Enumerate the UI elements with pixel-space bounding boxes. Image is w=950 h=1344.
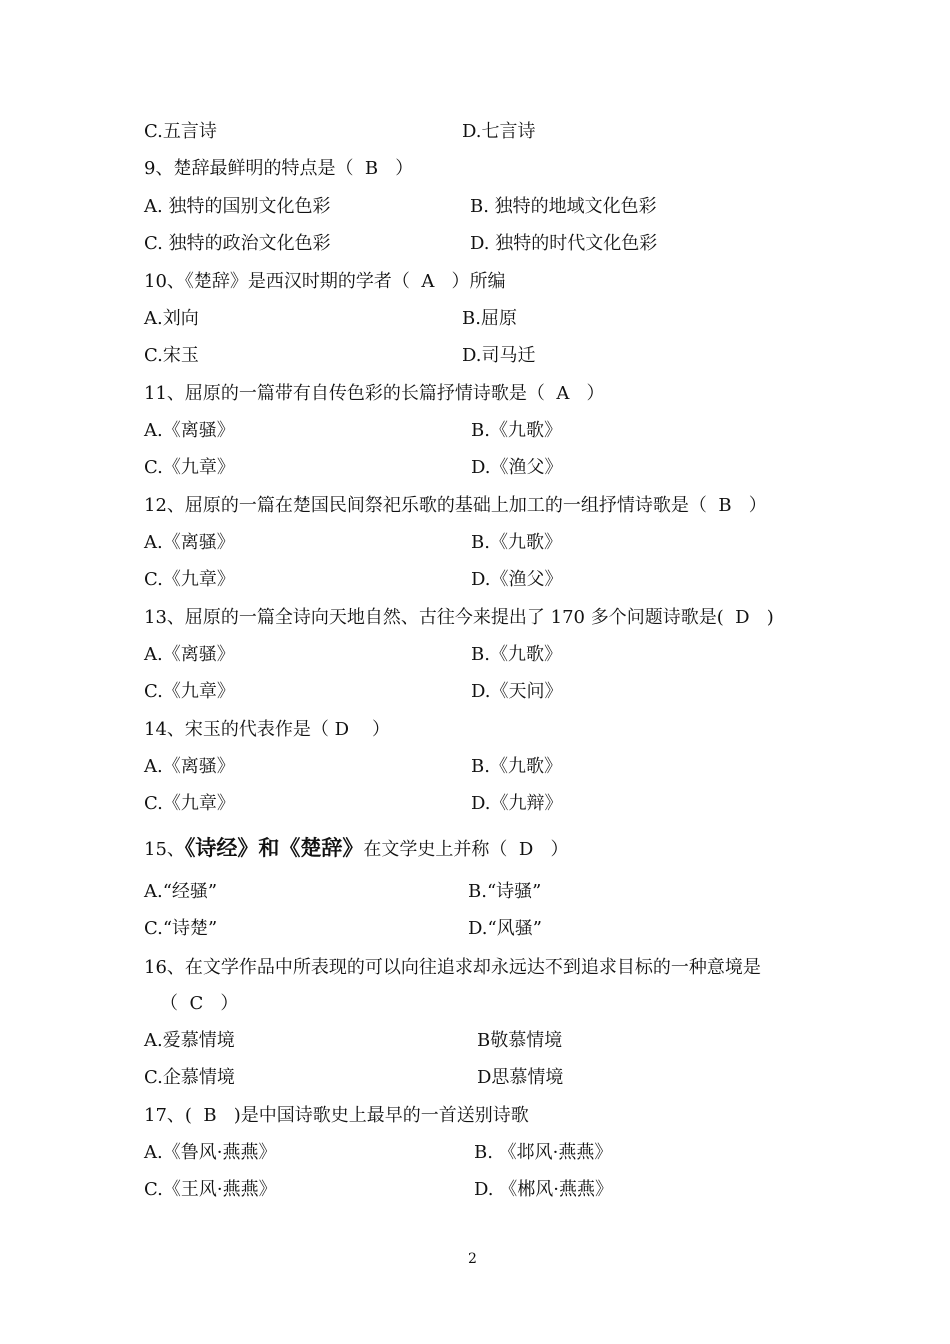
option-a: A.刘向 — [144, 308, 199, 329]
option-d: D.《天问》 — [471, 681, 563, 702]
question-9: 9、楚辞最鲜明的特点是（ B ） — [144, 158, 414, 179]
question-17: 17、( B )是中国诗歌史上最早的一首送别诗歌 — [144, 1105, 529, 1126]
emphasized-titles: 《诗经》和《楚辞》 — [184, 835, 364, 860]
option-d: D. 《郴风·燕燕》 — [474, 1179, 613, 1200]
option-a: A.“经骚” — [144, 881, 218, 902]
option-b: B. 独特的地域文化色彩 — [470, 196, 657, 217]
option-b: B.《九歌》 — [471, 756, 562, 777]
option-b: B. 《邶风·燕燕》 — [474, 1142, 613, 1163]
option-a: A.《离骚》 — [144, 420, 235, 441]
option-c: C.《九章》 — [144, 793, 235, 814]
question-12: 12、屈原的一篇在楚国民间祭祀乐歌的基础上加工的一组抒情诗歌是（ B ） — [144, 495, 767, 516]
option-b: B.《九歌》 — [471, 532, 562, 553]
question-16: 16、在文学作品中所表现的可以向往追求却永远达不到追求目标的一种意境是 — [144, 957, 761, 978]
option-b: B敬慕情境 — [477, 1030, 563, 1051]
question-text: 在文学史上并称（ D ） — [363, 839, 569, 860]
option-c: C.企慕情境 — [144, 1067, 235, 1088]
option-d: D. 独特的时代文化色彩 — [470, 233, 658, 254]
option-b: B.屈原 — [462, 308, 517, 329]
option-c: C.五言诗 — [144, 121, 217, 142]
option-c: C.《九章》 — [144, 457, 235, 478]
option-d: D.七言诗 — [462, 121, 536, 142]
option-d: D.《九辩》 — [471, 793, 563, 814]
option-d: D思慕情境 — [477, 1067, 564, 1088]
option-a: A. 独特的国别文化色彩 — [144, 196, 331, 217]
option-a: A.《离骚》 — [144, 756, 235, 777]
page-number: 2 — [468, 1251, 477, 1267]
option-c: C. 独特的政治文化色彩 — [144, 233, 331, 254]
option-b: B.《九歌》 — [471, 420, 562, 441]
question-15 — [144, 836, 568, 862]
option-c: C.“诗楚” — [144, 918, 218, 939]
question-number: 15、 — [144, 839, 185, 860]
question-11: 11、屈原的一篇带有自传色彩的长篇抒情诗歌是（ A ） — [144, 383, 605, 404]
option-d: D.“风骚” — [468, 918, 542, 939]
option-b: B.“诗骚” — [468, 881, 542, 902]
option-d: D.《渔父》 — [471, 457, 563, 478]
question-13: 13、屈原的一篇全诗向天地自然、古往今来提出了 170 多个问题诗歌是( D ) — [144, 607, 774, 628]
option-c: C.《王风·燕燕》 — [144, 1179, 277, 1200]
option-c: C.宋玉 — [144, 345, 199, 366]
answer-blank: （ C ） — [160, 993, 239, 1014]
question-10: 10、《楚辞》是西汉时期的学者（ A ）所编 — [144, 271, 506, 292]
option-b: B.《九歌》 — [471, 644, 562, 665]
question-14: 14、宋玉的代表作是（ D ） — [144, 719, 390, 740]
option-d: D.《渔父》 — [471, 569, 563, 590]
option-a: A.爱慕情境 — [144, 1030, 235, 1051]
option-d: D.司马迁 — [462, 345, 536, 366]
option-a: A.《离骚》 — [144, 532, 235, 553]
option-a: A.《离骚》 — [144, 644, 235, 665]
option-c: C.《九章》 — [144, 569, 235, 590]
option-a: A.《鲁风·燕燕》 — [144, 1142, 277, 1163]
option-c: C.《九章》 — [144, 681, 235, 702]
